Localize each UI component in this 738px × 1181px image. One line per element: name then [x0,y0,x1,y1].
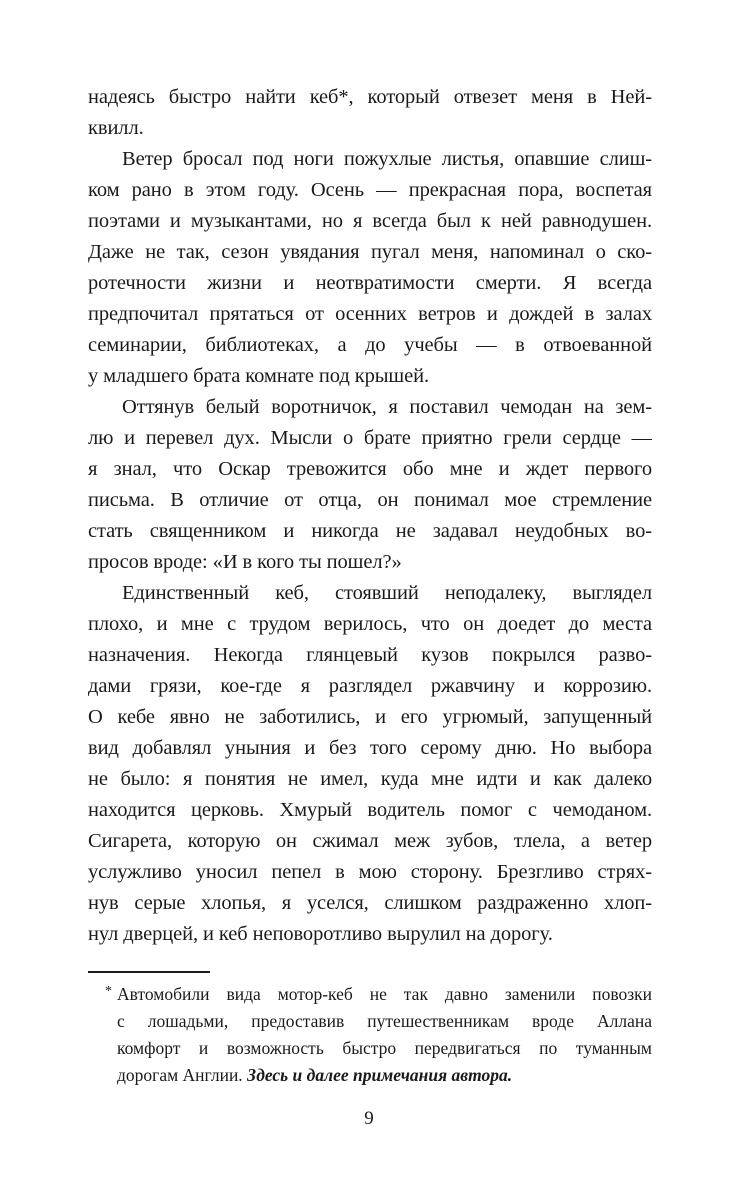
text-line: предпочитал прятаться от осенних ветров и дождей в залах [88,303,652,325]
footnote-line: с лошадьми, предоставив путешественникам вроде Аллана [117,1011,652,1031]
body-text [88,82,652,950]
footnote-line: * Автомобили вида мотор-кеб не так давно заменили повозки [117,981,652,1008]
text-line: О кебе явно не заботились, и его угрюмый, запущенный [88,706,652,728]
text-line: Оттянув белый воротничок, я поставил чемодан на зем- [122,396,652,418]
text-line: поэтами и музыкантами, но я всегда был к ней равнодушен. [88,210,652,232]
text-line: квилл. [88,117,144,139]
text-line: находится церковь. Хмурый водитель помог с чемоданом. [88,799,652,821]
text-line: услужливо уносил пепел в мою сторону. Брезгливо стрях- [88,861,652,883]
footnote-marker: * [105,984,112,999]
footnote-text-regular: дорогам Англии. [117,1065,248,1085]
footnote-separator [88,971,210,973]
text-line: ком рано в этом году. Осень — прекрасная пора, воспетая [88,179,652,201]
footnote-last-line [117,1062,652,1089]
text-line: стать священником и никогда не задавал неудобных во- [88,520,652,542]
text-line: надеясь быстро найти кеб*, который отвезет меня в Ней- [88,86,652,108]
text-line: ротечности жизни и неотвратимости смерти. Я всегда [88,272,652,294]
text-line: у младшего брата комнате под крышей. [88,365,429,387]
footnote-line: комфорт и возможность быстро передвигаться по туманным [117,1038,652,1058]
footnote-author-note: Здесь и далее примечания автора. [247,1065,513,1085]
page-number: 9 [364,1108,374,1129]
text-line: я знал, что Оскар тревожится обо мне и ждет первого [88,458,652,480]
text-line: назначения. Некогда глянцевый кузов покрылся разво- [88,644,652,666]
text-line: лю и перевел дух. Мысли о брате приятно грели сердце — [88,427,652,449]
text-line: Сигарета, которую он сжимал меж зубов, тлела, а ветер [88,830,652,852]
text-line: Единственный кеб, стоявший неподалеку, выглядел [122,582,652,604]
text-line: Ветер бросал под ноги пожухлые листья, опавшие слиш- [122,148,652,170]
text-line: дами грязи, кое-где я разглядел ржавчину и коррозию. [88,675,652,697]
text-line: просов вроде: «И в кого ты пошел?» [88,551,402,573]
footnote [105,981,652,1089]
text-line: семинарии, библиотеках, а до учебы — в отвоеванной [88,334,652,356]
text-line: плохо, и мне с трудом верилось, что он доедет до места [88,613,652,635]
text-line: не было: я понятия не имел, куда мне идти и как далеко [88,768,652,790]
text-line: нув серые хлопья, я уселся, слишком раздраженно хлоп- [88,892,652,914]
text-line: письма. В отличие от отца, он понимал мое стремление [88,489,652,511]
text-line: нул дверцей, и кеб неповоротливо вырулил на дорогу. [88,923,553,945]
text-line: Даже не так, сезон увядания пугал меня, напоминал о ско- [88,241,652,263]
text-line: вид добавлял уныния и без того серому дню. Но выбора [88,737,652,759]
